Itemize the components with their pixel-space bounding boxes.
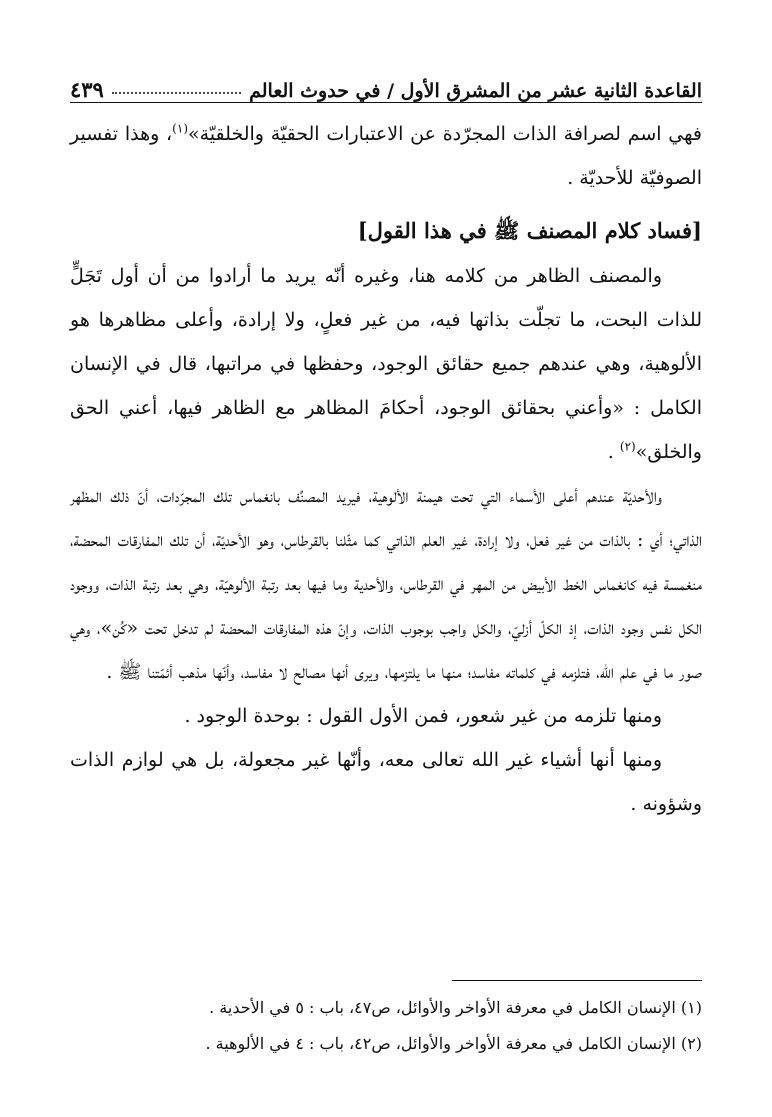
- footnote-ref: (٢): [619, 439, 636, 454]
- paragraph: [70, 254, 702, 474]
- paragraph-text: والمصنف الظاهر من كلامه هنا، وغيره أنّه يريد ما أرادوا من أن أول تَجَلٍّ للذات البحت، ما تجلّت بذاتها فيه، من غير فعلٍ، ولا إرادة، وأعلى مظاهرها هو الألوهية، وهي عندهم جميع حقائق الوجود، وحفظها في مراتبها، قال في الإنسان الكامل : «وأعني بحقائق الوجود، أحكامَ المظاهر مع الظاهر فيها، أعني الحق والخلق»: [70, 265, 702, 463]
- header-dot-leader: [112, 91, 241, 94]
- paragraph-text: .: [607, 441, 620, 463]
- running-title: القاعدة الثانية عشر من المشرق الأول / في حدوث العالم: [249, 80, 702, 102]
- paragraph: [70, 112, 702, 200]
- page-body: [70, 112, 702, 826]
- footnote: (١) الإنسان الكامل في معرفة الأواخر والأوائل، ص٤٧، باب : ٥ في الأحدية .: [209, 998, 702, 1017]
- footnote-ref: (١): [172, 121, 188, 136]
- page-number: ٤٣٩: [70, 77, 104, 102]
- page-header: [70, 58, 702, 103]
- footnote-separator: [452, 980, 702, 981]
- paragraph-text: ، وهذا تفسير الصوفيّة للأحديّة .: [70, 123, 702, 189]
- footnotes: [70, 990, 702, 1062]
- paragraph: ومنها تلزمه من غير شعور، فمن الأول القول : بوحدة الوجود .: [184, 705, 662, 727]
- section-heading: [فساد كلام المصنف ﷺ في هذا القول]: [357, 218, 702, 243]
- paragraph: والأحديّة عندهم أعلى الأسماء التي تحت هيمنة الألوهية، فيريد المصنِّف بانغماس تلك المجرّدات، أنّ ذلك المظهر الذاتي؛ أي : بالذات من غير فعل، ولا إرادة، غير العلم الذاتي كما مثّلنا بالقرطاس، وهو الأحديّة، أن تلك المفارقات المحضة، منغمسة فيه كانغماس الخط الأبيض من المهر في القرطاس، والأحدية وما فيها بعد رتبة الألوهيّة، وهي بعد رتبة الذات، ووجود الكل نفس وجود الذات، إذ الكلّ أزليّ، والكل واجب بوجوب الذات، وإنّ هذه المفارقات المحضة لم تدخل تحت «كُن»، وهي صور ما في علم الله، فتلزمه في كلماته مفاسد؛ منها ما يلتزمها، ويرى أنها مصالح لا مفاسد، وأنّها مذهب أئمّتنا ﷺ .: [70, 485, 702, 683]
- paragraph: ومنها أنها أشياء غير الله تعالى معه، وأنّها غير مجعولة، بل هي لوازم الذات وشؤونه .: [70, 749, 702, 815]
- footnote: (٢) الإنسان الكامل في معرفة الأواخر والأوائل، ص٤٢، باب : ٤ في الألوهية .: [205, 1034, 702, 1053]
- paragraph-text: فهي اسم لصرافة الذات المجرّدة عن الاعتبارات الحقيّة والخلقيّة»: [188, 123, 702, 145]
